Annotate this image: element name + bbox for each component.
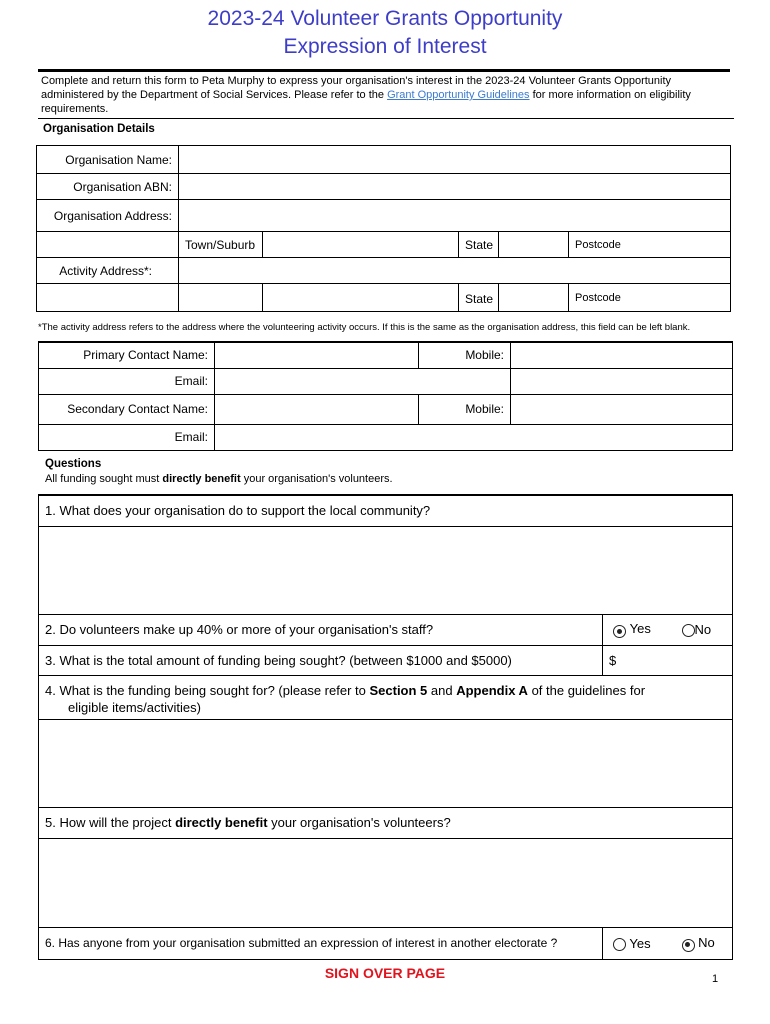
- address-spacer: [37, 232, 179, 258]
- primary-email-extra[interactable]: [511, 368, 733, 394]
- question-4: 4. What is the funding being sought for? (please refer to Section 5 and Appendix A of the guidelines for eligible items/activities): [39, 675, 733, 719]
- radio-selected-icon[interactable]: [682, 939, 695, 952]
- organisation-details-table: [36, 145, 731, 312]
- org-address-label: Organisation Address:: [37, 200, 179, 232]
- activity-town-field-2[interactable]: [263, 284, 459, 312]
- state-label: State: [459, 232, 499, 258]
- intro-divider: [38, 118, 734, 119]
- org-address-field[interactable]: [179, 200, 731, 232]
- org-abn-field[interactable]: [179, 174, 731, 200]
- guidelines-link[interactable]: Grant Opportunity Guidelines: [387, 89, 530, 101]
- q2-no-option[interactable]: No: [668, 614, 733, 645]
- radio-empty-icon[interactable]: [682, 624, 695, 637]
- activity-address-note: *The activity address refers to the address where the volunteering activity occurs. If this is the same as the organisation address, this field can be left blank.: [38, 322, 691, 333]
- page-number: 1: [712, 973, 719, 985]
- secondary-email-label: Email:: [39, 424, 215, 450]
- form-subtitle: Expression of Interest: [283, 35, 487, 58]
- questions-subtitle: All funding sought must directly benefit your organisation's volunteers.: [45, 473, 393, 485]
- org-name-field[interactable]: [179, 146, 731, 174]
- town-label: Town/Suburb: [179, 232, 263, 258]
- intro-text: Complete and return this form to Peta Murphy to express your organisation's interest in the 2023-24 Volunteer Grants Opportunity administered by the Department of Social Services. Please refer to the Grant Opportunity Guidelines for more information on eligibility requirements.: [41, 75, 691, 115]
- secondary-contact-field[interactable]: [215, 394, 419, 424]
- secondary-email-field[interactable]: [215, 424, 733, 450]
- title-divider: [38, 69, 730, 72]
- activity-state-label: State: [459, 284, 499, 312]
- questions-table: [38, 494, 733, 960]
- question-1: 1. What does your organisation do to support the local community?: [39, 495, 733, 526]
- q6-yes-option[interactable]: Yes: [603, 927, 668, 959]
- sign-over-page-notice: SIGN OVER PAGE: [324, 965, 446, 981]
- primary-mobile-field[interactable]: [511, 342, 733, 368]
- postcode-label[interactable]: Postcode: [569, 232, 731, 258]
- q2-yes-option[interactable]: Yes: [603, 614, 668, 645]
- questions-heading: Questions: [45, 458, 102, 470]
- activity-address-label: Activity Address*:: [37, 258, 179, 284]
- question-3: 3. What is the total amount of funding being sought? (between $1000 and $5000): [39, 645, 603, 675]
- organisation-details-heading: Organisation Details: [43, 123, 155, 135]
- primary-mobile-label: Mobile:: [419, 342, 511, 368]
- q6-no-option[interactable]: No: [668, 927, 733, 959]
- primary-email-field[interactable]: [215, 368, 511, 394]
- activity-town-field[interactable]: [179, 284, 263, 312]
- activity-spacer: [37, 284, 179, 312]
- state-field[interactable]: [499, 232, 569, 258]
- org-name-label: Organisation Name:: [37, 146, 179, 174]
- primary-email-label: Email:: [39, 368, 215, 394]
- secondary-mobile-field[interactable]: [511, 394, 733, 424]
- answer-5-field[interactable]: [39, 838, 733, 927]
- activity-postcode-label[interactable]: Postcode: [569, 284, 731, 312]
- question-2: 2. Do volunteers make up 40% or more of your organisation's staff?: [39, 614, 603, 645]
- town-field[interactable]: [263, 232, 459, 258]
- activity-address-field[interactable]: [179, 258, 731, 284]
- answer-4-field[interactable]: [39, 719, 733, 807]
- question-5: 5. How will the project directly benefit your organisation's volunteers?: [39, 807, 733, 838]
- funding-amount-field[interactable]: $: [603, 645, 733, 675]
- form-title: 2023-24 Volunteer Grants Opportunity: [207, 7, 563, 30]
- secondary-contact-label: Secondary Contact Name:: [39, 394, 215, 424]
- radio-empty-icon[interactable]: [613, 938, 626, 951]
- primary-contact-field[interactable]: [215, 342, 419, 368]
- org-abn-label: Organisation ABN:: [37, 174, 179, 200]
- secondary-mobile-label: Mobile:: [419, 394, 511, 424]
- question-6: 6. Has anyone from your organisation submitted an expression of interest in another electorate ?: [39, 927, 603, 959]
- contacts-table: [38, 341, 733, 451]
- answer-1-field[interactable]: [39, 526, 733, 614]
- radio-selected-icon[interactable]: [613, 625, 626, 638]
- primary-contact-label: Primary Contact Name:: [39, 342, 215, 368]
- activity-state-field[interactable]: [499, 284, 569, 312]
